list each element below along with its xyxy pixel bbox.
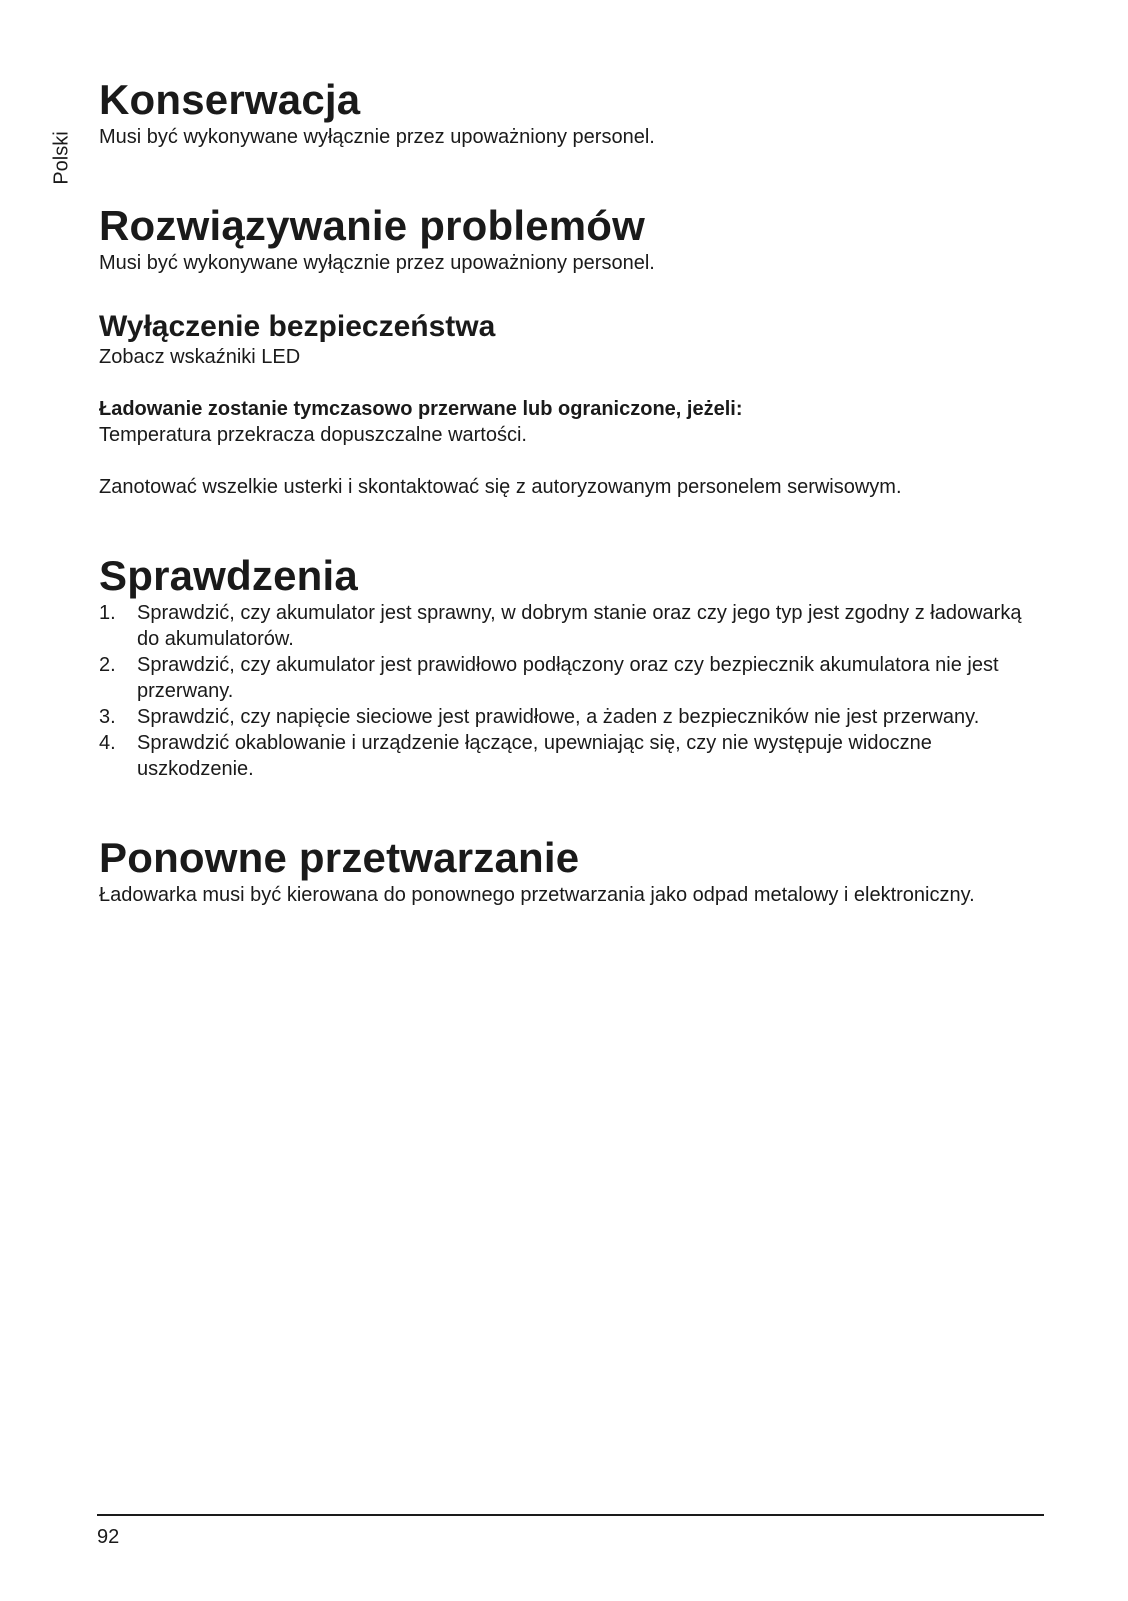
language-tab-label: Polski [50,131,73,185]
spacer [99,370,1049,396]
list-item-text: Sprawdzić, czy akumulator jest prawidłowo podłączony oraz czy bezpiecznik akumulatora nie jest przerwany. [137,654,999,702]
list-item-number: 1. [99,602,116,624]
troubleshooting-heading: Rozwiązywanie problemów [99,202,646,249]
charging-condition-heading: Ładowanie zostanie tymczasowo przerwane lub ograniczone, jeżeli: [99,398,743,420]
checks-heading: Sprawdzenia [99,552,358,599]
list-item-text: Sprawdzić okablowanie i urządzenie łączące, upewniając się, czy nie występuje widoczne uszkodzenie. [137,732,932,780]
page-content [99,76,1049,908]
checks-list [99,600,1049,782]
troubleshooting-body: Musi być wykonywane wyłącznie przez upoważniony personel. [99,252,655,274]
maintenance-body: Musi być wykonywane wyłącznie przez upoważniony personel. [99,126,655,148]
safety-shutdown-heading: Wyłączenie bezpieczeństwa [99,310,496,343]
recycling-heading: Ponowne przetwarzanie [99,834,580,881]
charging-condition-text: Temperatura przekracza dopuszczalne wartości. [99,424,527,446]
maintenance-heading: Konserwacja [99,76,361,123]
list-item-text: Sprawdzić, czy akumulator jest sprawny, w dobrym stanie oraz czy jego typ jest zgodny z ładowarką do akumulatorów. [137,602,1022,650]
service-note: Zanotować wszelkie usterki i skontaktować się z autoryzowanym personelem serwisowym. [99,476,902,498]
list-item-text: Sprawdzić, czy napięcie sieciowe jest prawidłowe, a żaden z bezpieczników nie jest przerwany. [137,706,980,728]
section-recycling [99,834,1049,908]
list-item-number: 4. [99,732,116,754]
recycling-body: Ładowarka musi być kierowana do ponownego przetwarzania jako odpad metalowy i elektroniczny. [99,884,975,906]
section-safety-shutdown [99,310,1049,500]
checks-list-item [99,704,1049,730]
section-troubleshooting [99,202,1049,276]
language-tab [48,125,76,191]
list-item-number: 2. [99,654,116,676]
footer-divider [97,1514,1044,1516]
safety-shutdown-body: Zobacz wskaźniki LED [99,346,301,368]
checks-list-item [99,730,1049,782]
section-maintenance [99,76,1049,150]
checks-list-item [99,652,1049,704]
page-number: 92 [97,1526,120,1548]
checks-list-item [99,600,1049,652]
section-checks [99,552,1049,782]
spacer [99,448,1049,474]
list-item-number: 3. [99,706,116,728]
